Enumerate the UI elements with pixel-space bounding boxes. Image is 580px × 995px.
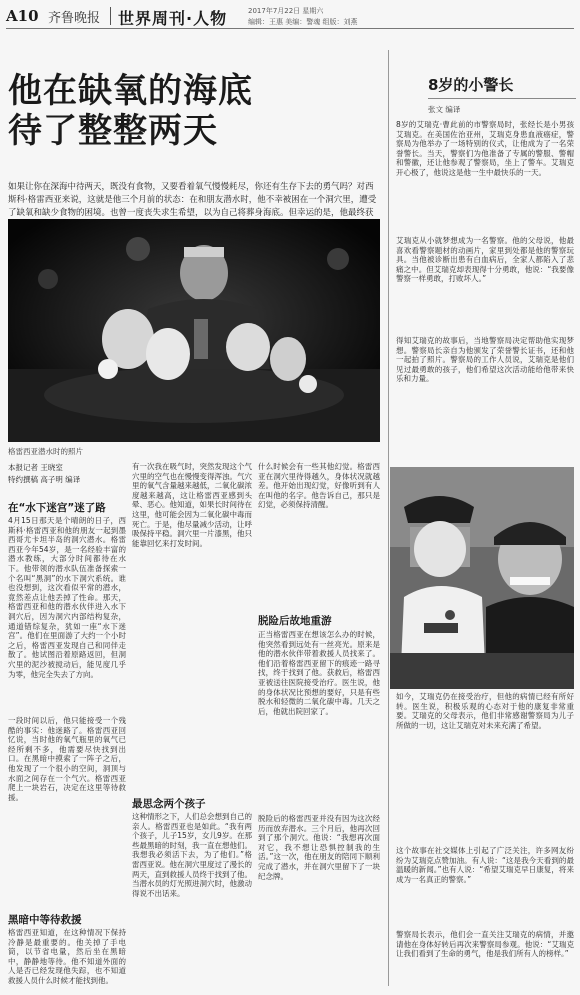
sidebar-text-3: 得知艾瑞克的故事后，当地警察局决定帮助他实现梦想。警察局长亲自为他颁发了荣誉警长证书，还和他一起拍了照片。警察局的工作人员说，艾瑞克是他们见过最勇敢的孩子，他们希望这次活动能给他带来快乐和力量。 (396, 336, 574, 384)
sidebar-byline: 张文 编译 (428, 105, 461, 114)
col1-text-b: 一段时间以后，他只能接受一个残酷的事实：他迷路了。格雷西亚回忆说，当时他的氧气瓶里的氧气已经所剩不多，他需要尽快找到出口。在黑暗中摸索了一阵子之后，他发现了一个很小的空间，洞顶与水面之间存在一个气穴。格雷西亚爬上一块岩石，决定在这里等待救援。 (8, 716, 126, 802)
sidebar-text-1: 8岁的艾瑞克·曹此前的市警察局时，张经长是小男孩艾瑞克。在美国佐治亚州，艾瑞克身患血液癌症，警察局为他举办了一场特别的仪式，让他成为了一名荣誉警长。当天，警察们为他准备了专属的警服、警帽和警徽，还让他参观了警察局，坐上了警车。艾瑞克开心极了，他说这是他一生中最快乐的一天。 (396, 120, 574, 177)
col1-text-c: 格雷西亚知道，在这种情况下保持冷静是最重要的。他关掉了手电筒，以节省电量，然后坐在黑暗中，静静地等待。他不知道外面的人是否已经发现他失踪，也不知道救援人员什么时候才能找到他。 (8, 928, 126, 985)
page-number: A10 (6, 7, 39, 25)
sidebar-divider (388, 50, 389, 986)
issue-date: 2017年7月22日 星期六 (248, 7, 324, 15)
col2-text-c: 这种情形之下，人们总会想到自己的亲人。格雷西亚也是如此。“我有两个孩子，儿子15岁，女儿9岁。在那些最黑暗的时刻，我一直在想他们。我想我必须活下去，为了他们。”格雷西亚说。他在洞穴里度过了漫长的两天，直到救援人员终于找到了他。当潜水员的灯光照进洞穴时，他激动得说不出话来。 (132, 812, 252, 898)
sidebar-text-6: 警察局长表示，他们会一直关注艾瑞克的病情，并邀请他在身体好转后再次来警察局参观。他说：“艾瑞克让我们看到了生命的勇气，他是我们所有人的榜样。” (396, 930, 574, 959)
diver-photo-illustration (8, 219, 380, 442)
col3-text-b: 正当格雷西亚在想该怎么办的时候，他突然看到远处有一丝亮光。原来是他的潜水伙伴带着救援人员找来了。他们沿着格雷西亚留下的痕迹一路寻找，终于找到了他。获救后，格雷西亚被送往医院接受治疗。医生说，他的身体状况比预想的要好，只是有些脱水和轻微的二氧化碳中毒。几天之后，他就出院回家了。 (258, 630, 380, 716)
subhead-revisit: 脱险后故地重游 (258, 615, 332, 627)
page-header (6, 4, 574, 29)
diver-photo (8, 219, 380, 442)
header-divider (110, 7, 111, 25)
sidebar-title: 8岁的小警长 (428, 76, 514, 94)
paper-logo: 齐鲁晚报 (48, 11, 101, 26)
editor-credits: 编辑：王惠 美编：警魂 组版：刘燕 (248, 18, 358, 26)
headline-line-2: 待了整整两天 (8, 111, 218, 151)
subhead-lost: 在“水下迷宫”迷了路 (8, 502, 106, 514)
lead-paragraph: 如果让你在深海中待两天，既没有食物，又要看着氧气慢慢耗尽，你还有生存下去的勇气吗？对西斯科·格雷西亚来说，这就是他三个月前的状态：在和朋友潜水时，他不幸被困在一个洞穴里，遭受了缺氧和缺少食物的困境。也曾一度丧失求生希望，以为自己将葬身海底。但幸运的是，他最终获 (8, 182, 377, 218)
headline-line-1: 他在缺氧的海底 (8, 71, 253, 111)
col2-text-a: 有一次我在吸气时，突然发现这个气穴里的空气也在慢慢变得浑浊。气穴里的氧气含量越来越低，二氧化碳浓度越来越高，这让格雷西亚感到头晕、恶心。他知道，如果长时间待在这里，他可能会因为二氧化碳中毒而死亡。于是，他尽量减少活动，让呼吸保持平稳。洞穴里一片漆黑，他只能靠回忆来打发时间。 (132, 462, 252, 548)
col3-text-c: 脱险后的格雷西亚并没有因为这次经历而放弃潜水。三个月后，他再次回到了那个洞穴。他说：“我想再次面对它，我不想让恐惧控制我的生活。”这一次，他在朋友的陪同下顺利完成了潜水，并在洞穴里留下了一块纪念牌。 (258, 814, 380, 881)
sidebar-title-rule (428, 98, 576, 99)
photo-caption: 格雷西亚潜水时的照片 (8, 447, 83, 456)
boy-officer-photo (390, 467, 574, 689)
byline-translator: 特约撰稿 高子明 编译 (8, 475, 81, 484)
col3-text-a: 什么时候会有一些其他幻觉。格雷西亚在洞穴里待得越久，身体状况就越差。他开始出现幻觉，好像听到有人在叫他的名字。他告诉自己，那只是幻觉，必须保持清醒。 (258, 462, 380, 510)
sidebar-text-4: 如今，艾瑞克仍在接受治疗，但他的病情已经有所好转。医生说，积极乐观的心态对于他的康复非常重要。艾瑞克的父母表示，他们非常感谢警察局为儿子所做的一切，这让艾瑞克对未来充满了希望。 (396, 692, 574, 730)
col1-text-a: 4月15日那天是个晴朗的日子，西斯科·格雷西亚和他的朋友一起到墨西哥尤卡坦半岛的洞穴潜水。格雷西亚今年54岁，是一名经验丰富的潜水教练，大部分时间都待在水下。他带领的潜水队伍准备探索一个名叫“黑洞”的水下洞穴系统。谁也没想到，这次看似平常的潜水，竟然差点让他丢掉了性命。那天，格雷西亚和他的潜水伙伴进入水下洞穴后，因为洞穴内部结构复杂，通道错综复杂，犹如一座“水下迷宫”。他们在里面游了大约一个小时之后，格雷西亚发现自己和同伴走散了。他试图沿着原路返回，但洞穴里的泥沙被搅动后，能见度几乎为零，他完全失去了方向。 (8, 516, 126, 679)
subhead-children: 最思念两个孩子 (132, 798, 206, 810)
byline-reporter: 本报记者 王晓室 (8, 463, 63, 472)
sidebar-text-5: 这个故事在社交媒体上引起了广泛关注，许多网友纷纷为艾瑞克点赞加油。有人说：“这是我今天看到的最温暖的新闻。”也有人说：“希望艾瑞克早日康复，将来成为一名真正的警察。” (396, 846, 574, 884)
boy-officer-illustration (390, 467, 574, 689)
subhead-waiting: 黑暗中等待救援 (8, 914, 82, 926)
sidebar-text-2: 艾瑞克从小就梦想成为一名警察。他的父母说，他最喜欢看警察题材的动画片，家里到处都是他的警察玩具。当他被诊断出患有白血病后，全家人都陷入了悲痛之中。但艾瑞克却表现得十分勇敢，他说：“我要像警察一样勇敢，打败坏人。” (396, 236, 574, 284)
section-title: 世界周刊·人物 (118, 9, 228, 28)
